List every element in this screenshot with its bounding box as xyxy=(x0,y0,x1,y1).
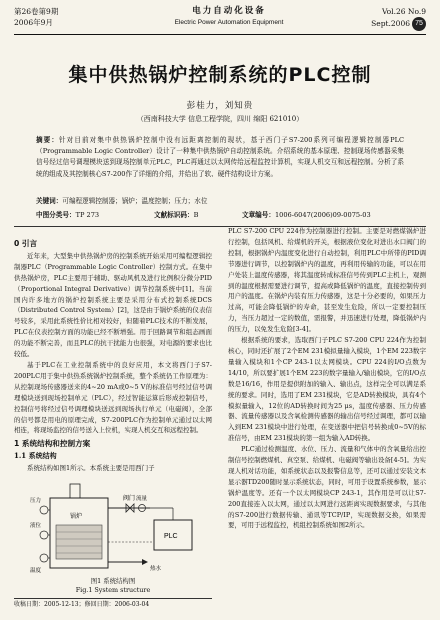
valve-label: 阀门 xyxy=(123,495,136,502)
temp-label: 温度 xyxy=(30,568,42,574)
header-left xyxy=(14,6,124,28)
pressure-sensor xyxy=(40,506,48,514)
date-en: Sept.2006 xyxy=(371,19,410,28)
temp-sensor xyxy=(40,554,48,562)
vessel-label: 锅炉 xyxy=(70,513,83,520)
header-right xyxy=(316,6,426,31)
authors: 彭桂力，刘知贵 xyxy=(186,101,254,111)
header-rule xyxy=(14,34,426,35)
header-center xyxy=(134,6,324,28)
left-paragraph-3: 系统结构如图1所示。本系统主要是用西门子 xyxy=(27,464,155,473)
issue-cn: 第26卷第9期 xyxy=(14,7,59,16)
figure-caption-en: Fig.1 System structure xyxy=(75,586,151,594)
doc-code-value: B xyxy=(193,211,199,219)
chimney xyxy=(70,484,80,498)
right-paragraph-2: 根据系统的要求，选取西门子PLC S7-200 CPU 224作为控制核心，同时还扩展了2个EM 231模拟量输入模块，1个EM 223数字量输入模块和1个CP 243-1以太网模块。CPU 224的I/O点数为14/10，所以要扩展1个EM 223的数字量输入/输出模块，它的I/O点数是16/16，作用是提供附加的输入、输出点，这样完全可以满足系统的要求。同时，选用了EM 231模块，它是AD转换模块，具有4个模拟量输入，12位的AD转换时间为25 μs，温度传感器、压力传感器、流量传感器以及含氧检测传感器的输出信号经过调理，都可以输入到EM 231模块中进行处理，在变送器中把信号转换成0~5V的标准信号，由EM 231模块的第一组为输入AD转换。 xyxy=(228,336,426,443)
date-cn: 2006年9月 xyxy=(14,18,53,27)
journal-name-cn: 电力自动化设备 xyxy=(192,6,266,16)
section1-heading: 1 系统结构和控制方案 xyxy=(14,439,91,449)
level-label: 液位 xyxy=(30,523,42,529)
abstract xyxy=(36,135,404,180)
figure-caption-cn: 图1 系统结构图 xyxy=(90,577,136,585)
left-paragraph-1: 近年来，大型集中供热锅炉房的控制系统开始采用可编程逻辑控制器PLC（Programmable Logic Controller）控制方式。在集中供热锅炉房，PLC主要用于辅助、驱动风机及进行比例积分微分PID（Proportional Integral Derivative）调节控制系统中[1]。当前国内许多地方的锅炉控制系统主要是采用分布式控制系统DCS（Distributed Control System）[2]，这是由于锅炉系统的仪表信号较多，采用此系统性价比相对较好，但随着PLC技术的不断发展，PLC在仪表控制方面的功能已经不断增强。用于回路调节和组态画面的功能不断完善，而且PLC的抗干扰能力也很强，对电源的要求也比较低。 xyxy=(14,251,212,359)
flow-label: 流量 xyxy=(136,496,148,502)
water-label: 热水 xyxy=(150,566,162,572)
left-column xyxy=(14,236,212,474)
affiliation: （西南科技大学 信息工程学院，四川 绵阳 621010） xyxy=(136,115,304,123)
clc-value: TP 273 xyxy=(75,211,100,219)
pressure-label: 压力 xyxy=(30,498,42,504)
right-paragraph-3: PLC通过检测温度、水位、压力、流量和气体中的含氧量给出控制信号控制燃煤机、真空泵、给煤机、电磁阀等输出设备[4-5]。为实现人机对话功能，如系统状态以及报警信息等，还可以通过安装文本显示器TD200随时显示系统状态，同时，可用于设置系统参数，显示锅炉温度等。还有一个以太网模块CP 243-1，其作用是可以让S7-200直接连入以太网，通过以太网进行远距离实现数据要求，与其他的S7-200进行数据传输、通讯等TCP/IP，实现数据交换，如果需要，可用于远程监控，机组控制系统如图2所示。 xyxy=(228,445,426,530)
boiler-water xyxy=(56,525,102,559)
page-number: 75 xyxy=(412,17,426,31)
right-column xyxy=(228,226,426,531)
abstract-text: 针对目前对集中供热锅炉控制中没有远距离控制的现状，基于西门子S7-200系列可编程逻辑控制器PLC（Programmable Logic Controller）设计了一种集中供热锅炉自动控制系统。介绍系统的基本原理、控制现场传感器采集信号经过信号调理模块送到现场控制单元PLC，PLC再通过以太网传给远程监控计算机，实现人机交互和远程控制。分析了系统的组成及其控制核心S7-200作了详细的介绍，并给出了软、硬件结构设计方案。 xyxy=(36,136,405,178)
paper-title: 集中供热锅炉控制系统的PLC控制 xyxy=(68,64,372,86)
doc-code-label: 文献标识码： xyxy=(154,211,194,219)
keywords-label: 关键词： xyxy=(36,197,63,205)
plc-label: PLC xyxy=(164,533,178,540)
clc-label: 中图分类号： xyxy=(36,211,76,219)
subsection11-heading: 1.1 系统结构 xyxy=(14,451,57,461)
right-paragraph-1: PLC S7-200 CPU 224作为控制器进行控制。主要是对燃煤锅炉进行控制，包括风机、给煤机的开关，根据液位变化对进出水口阀门的控制，根据锅炉内温度变化进行自动控制，利用PLC中所带的PID调节器进行调节，以控制锅炉内的温度，再利用传输的功能，可以在用户处装上温度传感器，将其温度转成标准信号传到PLC主机上，观测到的温度根据需要进行调节，提高或降低锅炉的温度，直接控制传到用户的温度。在锅炉内装有压力传感器，这是十分必要的，如果压力过高，可能会降低锅炉的寿命，甚至发生危险，所以一定要控制压力，当压力超过一定的数值，需报警，并迅速进行处理，降低锅炉内的压力，以免发生危险[3-4]。 xyxy=(228,227,426,334)
keywords-text: 可编程逻辑控制器；锅炉；温度控制；压力；水位 xyxy=(62,197,208,205)
intro-heading: 0 引言 xyxy=(14,239,38,248)
classification-line xyxy=(36,210,404,221)
system-structure-figure xyxy=(30,480,200,575)
level-sensor xyxy=(40,531,48,539)
running-header xyxy=(14,6,426,36)
issue-en: Vol.26 No.9 xyxy=(381,7,426,16)
received-date-footnote: 收稿日期：2005-12-13；修回日期：2006-03-04 xyxy=(14,598,212,610)
article-no-value: 1006-6047(2006)09-0075-03 xyxy=(274,211,371,219)
figure-caption xyxy=(14,577,212,595)
article-no-label: 文章编号： xyxy=(242,211,275,219)
keywords xyxy=(36,196,404,207)
left-paragraph-2: 基于PLC在工业控制系统中的良好应用，本文将西门子S7-200PLC用于集中供热系统锅炉控制系统，整个系统仍工作原理为：从控制现场传感器送来的4~20 mA或0~5 V的标准信号经过信号调理模块送到现场控制单元（PLC），经过智能运算后形成控制信号，控制信号将经过信号调理模块送远到现场执行单元（电磁阀），全部的信号都是用电的原理完成，S7-200PLC作为控制单元通过以太网相连，将现场监控的信号送入上位机，实现人机交互和远程控制。 xyxy=(14,360,212,435)
journal-name-en: Electric Power Automation Equipment xyxy=(174,19,284,26)
abstract-label: 摘要： xyxy=(36,136,59,144)
